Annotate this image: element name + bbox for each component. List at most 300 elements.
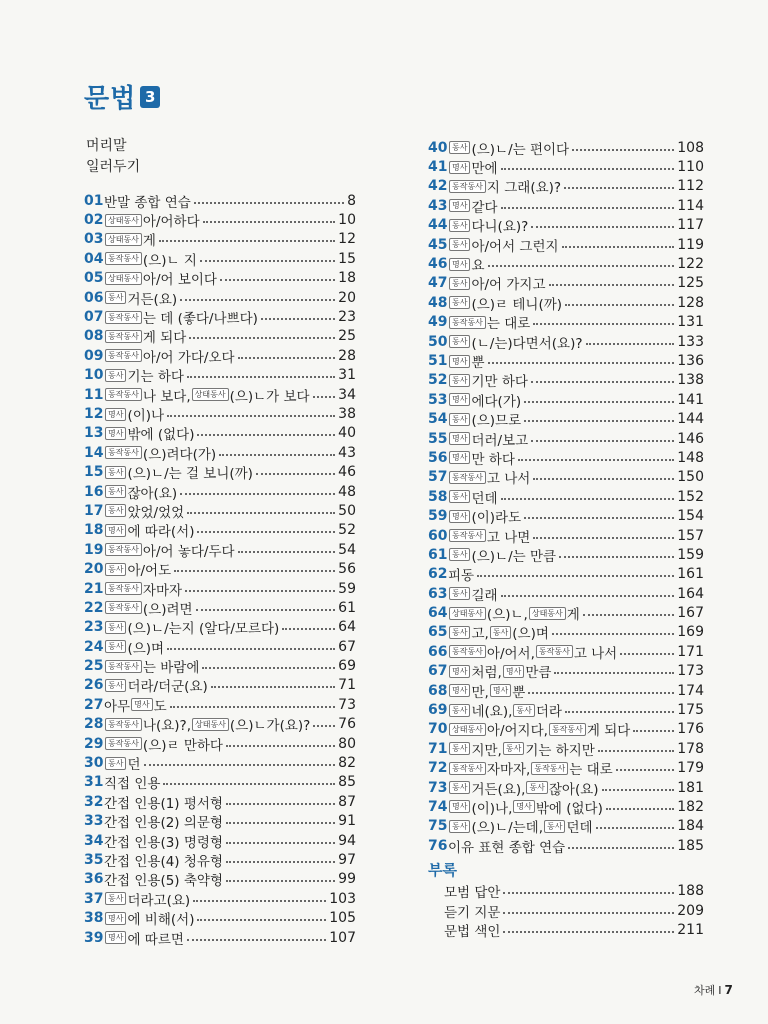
toc-entry[interactable] <box>84 269 356 288</box>
part-of-speech-tag: 동사 <box>449 238 470 251</box>
entry-title <box>104 869 223 889</box>
entry-page-number: 97 <box>338 851 356 868</box>
entry-number: 10 <box>84 367 104 384</box>
entry-number: 41 <box>428 159 448 176</box>
entry-number: 19 <box>84 541 104 558</box>
entry-number: 06 <box>84 289 104 306</box>
entry-title <box>104 617 279 637</box>
entry-number: 42 <box>428 178 448 195</box>
toc-entry[interactable] <box>84 230 356 249</box>
entry-title <box>448 622 549 642</box>
toc-entry[interactable] <box>84 366 356 385</box>
part-of-speech-tag: 동사 <box>449 374 470 387</box>
front-matter <box>86 136 140 178</box>
entry-title <box>104 734 223 754</box>
toc-entry[interactable] <box>84 385 356 404</box>
entry-title-text: (으)ㄹ 만하다 <box>142 737 223 754</box>
part-of-speech-tag: 동작동사 <box>105 388 142 401</box>
entry-number: 38 <box>84 910 104 927</box>
toc-entry[interactable] <box>428 293 704 312</box>
entry-number: 59 <box>428 508 448 525</box>
entry-title-text: 아/어도 <box>127 563 172 580</box>
entry-title <box>448 719 630 739</box>
entry-number: 16 <box>84 483 104 500</box>
entry-title <box>448 603 580 623</box>
entry-title-text: (이)나 <box>127 408 165 424</box>
part-of-speech-tag: 동작동사 <box>549 723 586 736</box>
dot-leader <box>185 590 335 592</box>
toc-entry[interactable] <box>428 778 704 797</box>
toc-entry[interactable] <box>84 870 356 889</box>
toc-entry[interactable] <box>428 739 704 758</box>
dot-leader <box>226 842 335 844</box>
toc-entry[interactable] <box>84 598 356 617</box>
entry-title-text: 았었/었었 <box>127 504 185 521</box>
toc-entry[interactable] <box>84 715 356 734</box>
toc-entry[interactable] <box>428 351 704 370</box>
part-of-speech-tag: 명사 <box>449 355 470 368</box>
entry-page-number: 52 <box>338 522 356 539</box>
entry-title-text: 아/어 보이다 <box>142 272 217 289</box>
entry-title <box>448 235 559 255</box>
toc-entry[interactable] <box>428 487 704 506</box>
entry-title-text: (으)ㄴ 지 <box>142 252 197 269</box>
front-matter-item[interactable]: 일러두기 <box>86 159 141 175</box>
toc-entry[interactable] <box>428 254 704 273</box>
dot-leader <box>501 498 675 500</box>
entry-title <box>448 254 485 274</box>
part-of-speech-tag: 상태동사 <box>192 388 229 401</box>
entry-page-number: 173 <box>677 663 704 680</box>
entry-title-text: (으)ㄴ가(요)? <box>229 718 311 735</box>
entry-page-number: 18 <box>338 270 356 287</box>
toc-entry[interactable] <box>428 157 704 176</box>
entry-title <box>104 326 186 346</box>
entry-title-text: 간접 인용(4) 청유형 <box>104 853 223 870</box>
entry-title <box>104 210 200 230</box>
toc-entry[interactable] <box>428 390 704 409</box>
dot-leader <box>503 912 674 914</box>
dot-leader <box>524 401 674 403</box>
entry-page-number: 59 <box>338 580 356 597</box>
toc-entry[interactable] <box>428 138 704 157</box>
entry-page-number: 107 <box>329 929 356 946</box>
dot-leader <box>524 420 674 422</box>
page-number: 7 <box>724 983 733 997</box>
entry-title-text: 길래 <box>471 587 498 604</box>
toc-entry[interactable] <box>84 831 356 850</box>
part-of-speech-tag: 동사 <box>449 781 470 794</box>
entry-page-number: 164 <box>677 585 704 602</box>
toc-entry[interactable] <box>84 249 356 268</box>
entry-title-text: 게 <box>566 607 580 624</box>
entry-number: 76 <box>428 837 448 854</box>
entry-title-text: 뿐 <box>512 684 526 701</box>
toc-entry[interactable] <box>428 603 704 622</box>
part-of-speech-tag: 동사 <box>449 296 470 309</box>
entry-title <box>104 346 235 366</box>
entry-page-number: 178 <box>677 740 704 757</box>
entry-number: 31 <box>84 774 104 791</box>
toc-entry[interactable] <box>428 565 704 584</box>
toc-entry[interactable] <box>84 908 356 927</box>
entry-page-number: 131 <box>677 314 704 331</box>
entry-number: 08 <box>84 328 104 345</box>
entry-title-text: 더라고(요) <box>127 892 191 909</box>
entry-page-number: 12 <box>338 231 356 248</box>
toc-entry[interactable] <box>428 700 704 719</box>
entry-page-number: 167 <box>677 605 704 622</box>
toc-entry[interactable] <box>428 429 704 448</box>
part-of-speech-tag: 동사 <box>490 626 511 639</box>
entry-page-number: 148 <box>677 449 704 466</box>
entry-page-number: 171 <box>677 643 704 660</box>
appendix-entry[interactable] <box>428 920 704 939</box>
entry-page-number: 152 <box>677 488 704 505</box>
toc-entry[interactable] <box>428 332 704 351</box>
toc-entry[interactable] <box>84 540 356 559</box>
entry-number: 65 <box>428 624 448 641</box>
entry-page-number: 20 <box>338 289 356 306</box>
toc-entry[interactable] <box>84 191 356 210</box>
entry-page-number: 48 <box>338 483 356 500</box>
toc-entry[interactable] <box>84 637 356 656</box>
toc-entry[interactable] <box>428 759 704 778</box>
part-of-speech-tag: 명사 <box>503 665 524 678</box>
entry-title-text: 는 데 (좋다/나쁘다) <box>142 311 258 328</box>
toc-entry[interactable] <box>428 216 704 235</box>
dot-leader <box>313 725 335 727</box>
entry-number: 69 <box>428 702 448 719</box>
entry-title-text: (이)라도 <box>471 510 522 527</box>
entry-page-number: 50 <box>338 502 356 519</box>
part-of-speech-tag: 동사 <box>105 892 126 905</box>
entry-page-number: 157 <box>677 527 704 544</box>
entry-number: 09 <box>84 347 104 364</box>
dot-leader <box>531 381 674 383</box>
toc-entry[interactable] <box>84 404 356 423</box>
toc-entry[interactable] <box>84 812 356 831</box>
entry-title-text: 나 보다, <box>142 388 191 405</box>
part-of-speech-tag: 동사 <box>449 490 470 503</box>
entry-title-text: 에다(가) <box>471 393 522 410</box>
entry-title <box>104 540 235 560</box>
entry-number: 54 <box>428 411 448 428</box>
entry-number: 63 <box>428 585 448 602</box>
part-of-speech-tag: 동사 <box>105 291 126 304</box>
entry-page-number: 82 <box>338 755 356 772</box>
entry-title-text: 이유 표현 종합 연습 <box>448 839 566 856</box>
entry-page-number: 56 <box>338 561 356 578</box>
entry-title-text: 고, <box>471 626 489 643</box>
entry-number: 20 <box>84 561 104 578</box>
entry-title-text: 만큼 <box>525 665 552 682</box>
part-of-speech-tag: 명사 <box>105 408 126 421</box>
entry-page-number: 25 <box>338 328 356 345</box>
entry-title-text: 아/어하다 <box>142 214 200 231</box>
dot-leader <box>533 478 674 480</box>
entry-title-text: 아/어 가다/오다 <box>142 349 235 366</box>
entry-title <box>448 487 498 507</box>
part-of-speech-tag: 동사 <box>503 742 524 755</box>
entry-title-text: 에 비해(서) <box>127 912 195 929</box>
toc-entry[interactable] <box>84 501 356 520</box>
entry-title-text: 요 <box>471 258 485 275</box>
toc-entry[interactable] <box>428 409 704 428</box>
entry-title-text: (으)며 <box>127 640 165 657</box>
entry-title <box>104 831 223 851</box>
toc-entry[interactable] <box>84 734 356 753</box>
toc-entry[interactable] <box>84 656 356 675</box>
dot-leader <box>616 769 675 771</box>
entry-title <box>104 637 164 657</box>
entry-title <box>104 559 171 579</box>
entry-page-number: 185 <box>677 837 704 854</box>
toc-entry[interactable] <box>428 545 704 564</box>
part-of-speech-tag: 명사 <box>449 393 470 406</box>
entry-title-text: (으)ㄴ가 보다 <box>229 388 310 405</box>
page-footer <box>694 982 733 998</box>
toc-entry[interactable] <box>428 177 704 196</box>
entry-number: 40 <box>428 139 448 156</box>
entry-number: 67 <box>428 663 448 680</box>
front-matter-item[interactable]: 머리말 <box>86 138 127 154</box>
toc-entry[interactable] <box>84 773 356 792</box>
toc-entry[interactable] <box>84 462 356 481</box>
dot-leader <box>180 493 335 495</box>
entry-page-number: 67 <box>338 638 356 655</box>
part-of-speech-tag: 동작동사 <box>105 330 142 343</box>
entry-page-number: 136 <box>677 352 704 369</box>
part-of-speech-tag: 상태동사 <box>105 233 142 246</box>
toc-entry[interactable] <box>84 521 356 540</box>
entry-title-text: 도 <box>153 698 167 715</box>
part-of-speech-tag: 동사 <box>513 704 534 717</box>
entry-page-number: 176 <box>677 721 704 738</box>
entry-page-number: 108 <box>677 139 704 156</box>
entry-page-number: 61 <box>338 599 356 616</box>
part-of-speech-tag: 동작동사 <box>105 543 142 556</box>
entry-title <box>448 584 498 604</box>
toc-entry[interactable] <box>84 443 356 462</box>
dot-leader <box>189 337 335 339</box>
toc-entry[interactable] <box>428 468 704 487</box>
part-of-speech-tag: 동사 <box>105 563 126 576</box>
dot-leader <box>533 323 674 325</box>
entry-number: 62 <box>428 566 448 583</box>
toc-entry[interactable] <box>84 482 356 501</box>
entry-page-number: 110 <box>677 159 704 176</box>
entry-title-text: 는 대로 <box>486 316 531 333</box>
dot-leader <box>159 240 335 242</box>
dot-leader <box>503 931 674 933</box>
dot-leader <box>524 517 674 519</box>
entry-page-number: 15 <box>338 250 356 267</box>
appendix-entry[interactable] <box>428 901 704 920</box>
entry-number: 26 <box>84 677 104 694</box>
entry-title-text: 밖에 (없다) <box>535 800 603 817</box>
toc-entry[interactable] <box>428 584 704 603</box>
dot-leader <box>219 454 335 456</box>
dot-leader <box>226 822 335 824</box>
part-of-speech-tag: 동사 <box>449 587 470 600</box>
entry-title-text: 간접 인용(5) 축약형 <box>104 873 223 890</box>
entry-page-number: 69 <box>338 658 356 675</box>
entry-title <box>104 520 194 540</box>
toc-entry[interactable] <box>428 371 704 390</box>
entry-title-text: 간접 인용(2) 의문형 <box>104 815 223 832</box>
dot-leader <box>533 537 674 539</box>
part-of-speech-tag: 명사 <box>105 524 126 537</box>
toc-entry[interactable] <box>428 797 704 816</box>
toc-entry[interactable] <box>84 210 356 229</box>
toc-entry[interactable] <box>84 559 356 578</box>
part-of-speech-tag: 동작동사 <box>105 349 142 362</box>
toc-entry[interactable] <box>84 579 356 598</box>
page-title <box>84 78 160 115</box>
entry-number: 39 <box>84 929 104 946</box>
entry-title-text: 뿐 <box>471 355 485 371</box>
toc-entry[interactable] <box>428 274 704 293</box>
toc-entry[interactable] <box>428 506 704 525</box>
entry-number: 18 <box>84 522 104 539</box>
toc-entry[interactable] <box>84 424 356 443</box>
toc-entry[interactable] <box>84 288 356 307</box>
entry-page-number: 10 <box>338 212 356 229</box>
entry-title <box>104 482 177 502</box>
entry-title <box>104 772 160 792</box>
part-of-speech-tag: 명사 <box>449 684 470 697</box>
dot-leader <box>220 279 335 281</box>
dot-leader <box>197 919 326 921</box>
toc-entry[interactable] <box>428 720 704 739</box>
dot-leader <box>503 892 674 894</box>
part-of-speech-tag: 명사 <box>490 684 511 697</box>
part-of-speech-tag: 동사 <box>105 466 126 479</box>
entry-page-number: 40 <box>338 425 356 442</box>
toc-entry[interactable] <box>84 889 356 908</box>
toc-entry[interactable] <box>84 676 356 695</box>
entry-page-number: 8 <box>347 192 356 209</box>
toc-entry[interactable] <box>428 313 704 332</box>
entry-title-text: 만 하다 <box>471 451 515 468</box>
part-of-speech-tag: 상태동사 <box>449 607 486 620</box>
toc-entry[interactable] <box>84 618 356 637</box>
toc-left-column <box>84 191 356 947</box>
dot-leader <box>531 226 674 228</box>
toc-entry[interactable] <box>84 346 356 365</box>
entry-title <box>448 312 530 332</box>
entry-title-text: 게 되다 <box>142 330 187 347</box>
toc-entry[interactable] <box>428 526 704 545</box>
entry-title <box>448 196 498 216</box>
entry-title-text: 네(요), <box>471 704 513 721</box>
toc-entry[interactable] <box>84 928 356 947</box>
toc-entry[interactable] <box>84 850 356 869</box>
dot-leader <box>211 686 335 688</box>
entry-title-text: (으)ㄴ/는지 (알다/모르다) <box>127 621 280 638</box>
part-of-speech-tag: 동사 <box>449 413 470 426</box>
entry-number: 47 <box>428 275 448 292</box>
toc-entry[interactable] <box>428 623 704 642</box>
toc-right-column <box>428 138 704 940</box>
entry-title-text: 처럼, <box>471 665 502 682</box>
entry-number: 61 <box>428 546 448 563</box>
entry-title <box>448 700 562 720</box>
appendix-heading: 부록 <box>428 861 457 880</box>
entry-number: 36 <box>84 871 104 888</box>
part-of-speech-tag: 동사 <box>105 757 126 770</box>
entry-title <box>104 288 177 308</box>
footer-label: 차례 <box>694 984 716 997</box>
toc-entry[interactable] <box>428 196 704 215</box>
toc-entry[interactable] <box>428 448 704 467</box>
entry-title-text: 밖에 (없다) <box>127 427 195 444</box>
entry-title <box>448 448 515 468</box>
entry-title <box>104 598 193 618</box>
dot-leader <box>203 221 336 223</box>
entry-title <box>104 191 191 211</box>
appendix-entry[interactable] <box>428 881 704 900</box>
part-of-speech-tag: 상태동사 <box>105 272 142 285</box>
dot-leader <box>167 415 335 417</box>
entry-title <box>448 526 530 546</box>
entry-page-number: 161 <box>677 566 704 583</box>
toc-entry[interactable] <box>428 817 704 836</box>
part-of-speech-tag: 명사 <box>449 451 470 464</box>
entry-title <box>448 467 530 487</box>
part-of-speech-tag: 동사 <box>449 277 470 290</box>
toc-entry[interactable] <box>84 327 356 346</box>
dot-leader <box>552 633 674 635</box>
entry-page-number: 94 <box>338 832 356 849</box>
entry-title-text: 아/어서, <box>486 645 535 662</box>
toc-entry[interactable] <box>84 792 356 811</box>
entry-title <box>448 816 593 836</box>
toc-entry[interactable] <box>428 235 704 254</box>
toc-entry[interactable] <box>428 642 704 661</box>
entry-title-text: 다니(요)? <box>471 219 529 236</box>
toc-entry[interactable] <box>84 307 356 326</box>
entry-title <box>104 579 182 599</box>
dot-leader <box>313 396 336 398</box>
entry-number: 46 <box>428 256 448 273</box>
entry-title <box>104 268 217 288</box>
entry-title <box>448 506 521 526</box>
appendix-page-number: 209 <box>677 902 704 919</box>
toc-entry[interactable] <box>428 681 704 700</box>
toc-entry[interactable] <box>84 753 356 772</box>
part-of-speech-tag: 상태동사 <box>105 214 142 227</box>
entry-title <box>104 404 164 424</box>
dot-leader <box>238 551 336 553</box>
toc-entry[interactable] <box>428 662 704 681</box>
toc-entry[interactable] <box>428 836 704 855</box>
entry-title-text: 직접 인용 <box>104 776 161 793</box>
entry-number: 43 <box>428 197 448 214</box>
toc-entry[interactable] <box>84 695 356 714</box>
entry-number: 23 <box>84 619 104 636</box>
part-of-speech-tag: 동사 <box>449 626 470 639</box>
dot-leader <box>170 706 336 708</box>
entry-title-text: 피동 <box>448 568 475 585</box>
entry-title-text: (으)ㄴ/는데, <box>471 820 544 837</box>
entry-page-number: 43 <box>338 444 356 461</box>
dot-leader <box>226 803 335 805</box>
dot-leader <box>167 648 335 650</box>
entry-number: 05 <box>84 270 104 287</box>
entry-title <box>104 908 194 928</box>
